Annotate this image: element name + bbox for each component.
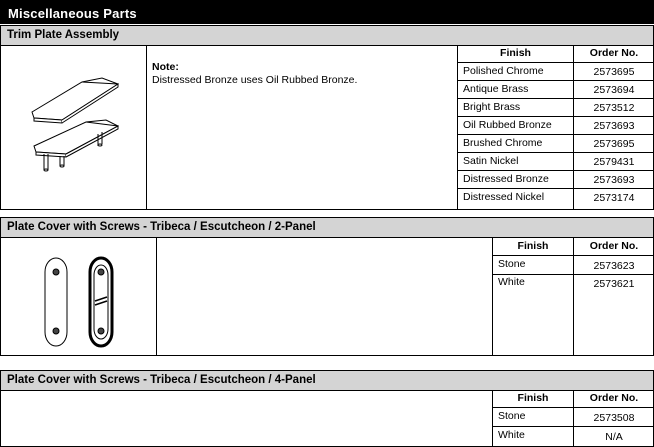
page-title: Miscellaneous Parts xyxy=(0,0,654,24)
divider xyxy=(457,152,654,153)
finish-cell: Distressed Nickel xyxy=(463,191,545,203)
note-text: Distressed Bronze uses Oil Rubbed Bronze. xyxy=(152,74,358,86)
order-cell: 2573693 xyxy=(593,120,635,132)
divider xyxy=(457,188,654,189)
finish-column-header: Finish xyxy=(517,240,549,252)
divider xyxy=(457,45,458,210)
order-cell: 2573512 xyxy=(593,102,635,114)
finish-cell: White xyxy=(498,429,525,441)
divider xyxy=(146,45,147,210)
finish-cell: Polished Chrome xyxy=(463,65,544,77)
divider xyxy=(492,255,654,256)
divider xyxy=(457,80,654,81)
finish-cell: Antique Brass xyxy=(463,83,529,95)
finish-column-header: Finish xyxy=(500,47,531,59)
divider xyxy=(457,98,654,99)
divider xyxy=(457,170,654,171)
finish-cell: Brushed Chrome xyxy=(463,137,543,149)
order-cell: 2573694 xyxy=(593,84,635,96)
section-title-2-panel: Plate Cover with Screws - Tribeca / Escutcheon / 2-Panel xyxy=(0,217,654,238)
order-cell: 2573623 xyxy=(593,260,635,272)
finish-cell: Stone xyxy=(498,258,526,270)
finish-column-header: Finish xyxy=(517,392,549,404)
divider xyxy=(457,62,654,63)
order-cell: 2573174 xyxy=(593,192,635,204)
order-column-header: Order No. xyxy=(589,47,639,59)
order-cell: 2573695 xyxy=(593,66,635,78)
order-cell: 2573695 xyxy=(593,138,635,150)
order-cell: N/A xyxy=(605,431,623,443)
finish-cell: Bright Brass xyxy=(463,101,521,113)
divider xyxy=(492,407,654,408)
finish-cell: Oil Rubbed Bronze xyxy=(463,119,552,131)
finish-cell: Satin Nickel xyxy=(463,155,519,167)
divider xyxy=(156,237,157,356)
order-cell: 2579431 xyxy=(593,156,635,168)
order-cell: 2573693 xyxy=(593,174,635,186)
divider xyxy=(492,426,654,427)
finish-cell: Stone xyxy=(498,410,526,422)
divider xyxy=(457,134,654,135)
section-title-4-panel: Plate Cover with Screws - Tribeca / Escutcheon / 4-Panel xyxy=(0,370,654,391)
order-column-header: Order No. xyxy=(589,240,639,252)
order-cell: 2573508 xyxy=(593,412,635,424)
order-column-header: Order No. xyxy=(589,392,639,404)
section-title-trim-plate: Trim Plate Assembly xyxy=(0,25,654,46)
order-cell: 2573621 xyxy=(593,278,635,290)
note-label: Note: xyxy=(152,61,179,73)
finish-cell: White xyxy=(498,276,525,288)
plate-cover-illustration-icon xyxy=(40,255,120,351)
divider xyxy=(457,116,654,117)
finish-cell: Distressed Bronze xyxy=(463,173,549,185)
divider xyxy=(492,274,654,275)
trim-plate-illustration-icon xyxy=(22,70,132,180)
